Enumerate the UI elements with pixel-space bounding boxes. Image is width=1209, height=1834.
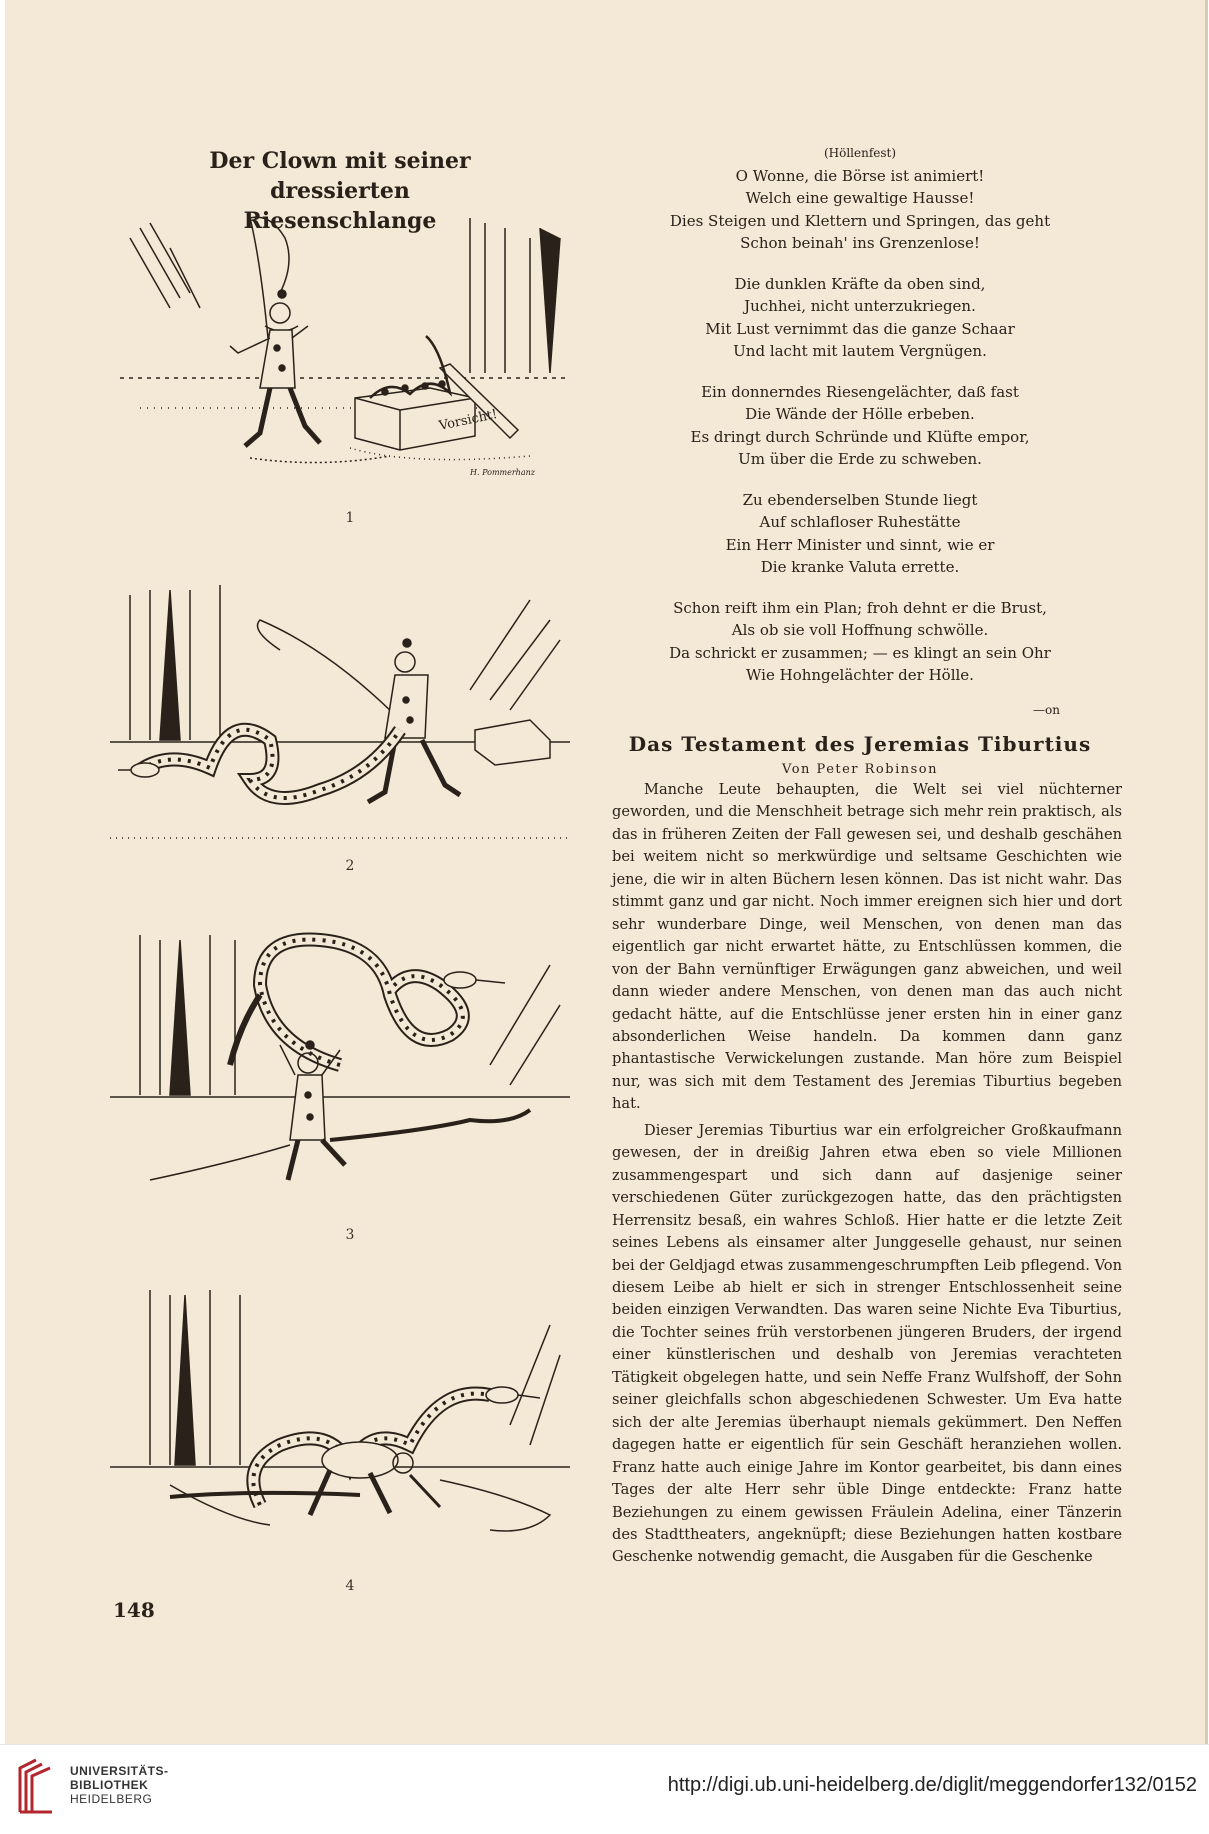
comic-panel-3 — [110, 925, 570, 1225]
comic-panel-1 — [110, 198, 570, 508]
page-number: 148 — [113, 1598, 155, 1622]
poem-line: Wie Hohngelächter der Hölle. — [746, 666, 974, 684]
source-url-link[interactable]: http://digi.ub.uni-heidelberg.de/diglit/meggendorfer132/0152 — [667, 1774, 1197, 1796]
poem-stanza-2 — [640, 273, 1080, 363]
poem-line: Schon beinah' ins Grenzenlose! — [740, 234, 980, 252]
illustration-title-line-1: Der Clown mit seiner dressierten — [209, 148, 471, 204]
poem-line: Die dunklen Kräfte da oben sind, — [734, 274, 986, 293]
library-logo-icon[interactable] — [16, 1758, 56, 1816]
poem-line: O Wonne, die Börse ist animiert! — [735, 166, 985, 185]
poem-line: Juchhei, nicht unterzukriegen. — [744, 297, 976, 315]
poem-stanza-3 — [640, 381, 1080, 471]
story-paragraph-2: Dieser Jeremias Tiburtius war ein erfolgreicher Großkaufmann gewesen, der in dreißig Jahren etwa eben so viele Millionen zusammengespart und sich dann auf dasjenige seiner verschiedenen Güter zurückgezogen hatte, das den prächtigsten Herrensitz besaß, ein wahres Schloß. Hier hatte er die letzte Zeit seines Lebens als einsamer alter Junggeselle gehaust, nur seinen bei der Geldjagd etwas zusammengeschrumpften Leib pflegend. Von diesem Leibe ab hielt er sich in strenger Entschlossenheit seine beiden einzigen Verwandten. Das waren seine Nichte Eva Tiburtius, die Tochter seines früh verstorbenen jüngeren Bruders, der irgend einer künstlerischen und deshalb von Jeremias verachteten Tätigkeit obgelegen hatte, und sein Neffe Franz Wulfshoff, der Sohn seiner gleichfalls schon abgeschiedenen Schwester. Um Eva hatte sich der alte Jeremias überhaupt niemals gekümmert. Den Neffen dagegen hatte er eigentlich für sein Geschäft heranziehen wollen. Franz hatte auch einige Jahre im Kontor gearbeitet, bis dann eines Tages der alte Herr sehr üble Dinge entdeckte: Franz hatte Beziehungen zu einem gewissen Fräulein Adelina, einer Tänzerin des Stadttheaters, angeknüpft; diese Beziehungen hatten kostbare Geschenke notwendig gemacht, die Ausgaben für die Geschenke — [612, 1121, 1122, 1566]
comic-panel-2 — [110, 580, 570, 860]
poem-line: Zu ebenderselben Stunde liegt — [742, 490, 978, 509]
story-byline: Von Peter Robinson — [782, 762, 938, 777]
library-name-line-3: HEIDELBERG — [70, 1792, 153, 1806]
panel-3-drawing — [110, 925, 570, 1225]
poem-stanza-1 — [640, 165, 1080, 255]
crate-label: Vorsicht! — [437, 406, 499, 434]
poem-line: Dies Steigen und Klettern und Springen, das geht — [669, 211, 1051, 230]
poem-line: Die Wände der Hölle erbeben. — [745, 405, 975, 423]
poem-line: Auf schlafloser Ruhestätte — [759, 513, 961, 531]
panel-2-drawing — [110, 580, 570, 860]
panel-3-number: 3 — [345, 1227, 355, 1243]
poem-line: Schon reift ihm ein Plan; froh dehnt er die Brust, — [673, 598, 1047, 617]
library-name-line-2: BIBLIOTHEK — [70, 1778, 149, 1792]
poem-stanza-4 — [640, 489, 1080, 579]
story-title: Das Testament des Jeremias Tiburtius — [628, 732, 1092, 756]
poem-line: Welch eine gewaltige Hausse! — [745, 189, 975, 207]
panel-2-number: 2 — [345, 858, 355, 874]
story-body — [612, 779, 1122, 1573]
poem-line: Und lacht mit lautem Vergnügen. — [733, 342, 987, 360]
poem-line: Ein donnerndes Riesengelächter, daß fast — [701, 382, 1019, 401]
poem-line: Es dringt durch Schründe und Klüfte empor, — [690, 427, 1030, 446]
panel-4-number: 4 — [345, 1578, 355, 1594]
comic-panel-4 — [110, 1285, 570, 1585]
poem-line: Ein Herr Minister und sinnt, wie er — [725, 535, 995, 554]
poem — [640, 142, 1080, 721]
panel-1-number: 1 — [345, 510, 355, 526]
poem-signature: —on — [1033, 702, 1060, 717]
poem-line: Mit Lust vernimmt das die ganze Schaar — [705, 319, 1015, 338]
poem-line: Da schrickt er zusammen; — es klingt an sein Ohr — [669, 643, 1051, 662]
illustration-title-line-2: Riesenschlange — [243, 208, 437, 234]
poem-line: Um über die Erde zu schweben. — [738, 450, 982, 468]
artist-signature: H. Pommerhanz — [470, 468, 535, 477]
poem-line: Die kranke Valuta errette. — [760, 558, 960, 576]
library-name-line-1: UNIVERSITÄTS- — [70, 1764, 169, 1778]
poem-line: Als ob sie voll Hoffnung schwölle. — [731, 621, 989, 639]
poem-stanza-5 — [640, 597, 1080, 687]
story-paragraph-1: Manche Leute behaupten, die Welt sei viel nüchterner geworden, und die Menschheit betrage sich mehr rein praktisch, als das in früheren Zeiten der Fall gewesen sei, und deshalb geschähen bei weitem nicht so merkwürdige und seltsame Geschichten wie jene, die wir in alten Büchern lesen können. Das ist nicht wahr. Das stimmt ganz und gar nicht. Noch immer ereignen sich hier und dort sehr wunderbare Dinge, weil Menschen, von denen man das eigentlich gar nicht erwartet hätte, zu Entschlüssen kommen, die von der Bahn vernünftiger Erwägungen ganz abweichen, und weil dann wieder andere Menschen, von denen man das auch nicht gedacht hätte, auf die Entschlüsse jener ersten hin in einer ganz absonderlichen Weise handeln. Da kommen dann ganz phantastische Verwickelungen zustande. Man höre zum Beispiel nur, was sich mit dem Testament des Jeremias Tiburtius begeben hat. — [612, 781, 1122, 1113]
panel-1-drawing — [110, 198, 570, 508]
panel-4-drawing — [110, 1285, 570, 1585]
poem-subtitle: (Höllenfest) — [823, 146, 897, 160]
library-name[interactable] — [70, 1764, 169, 1806]
